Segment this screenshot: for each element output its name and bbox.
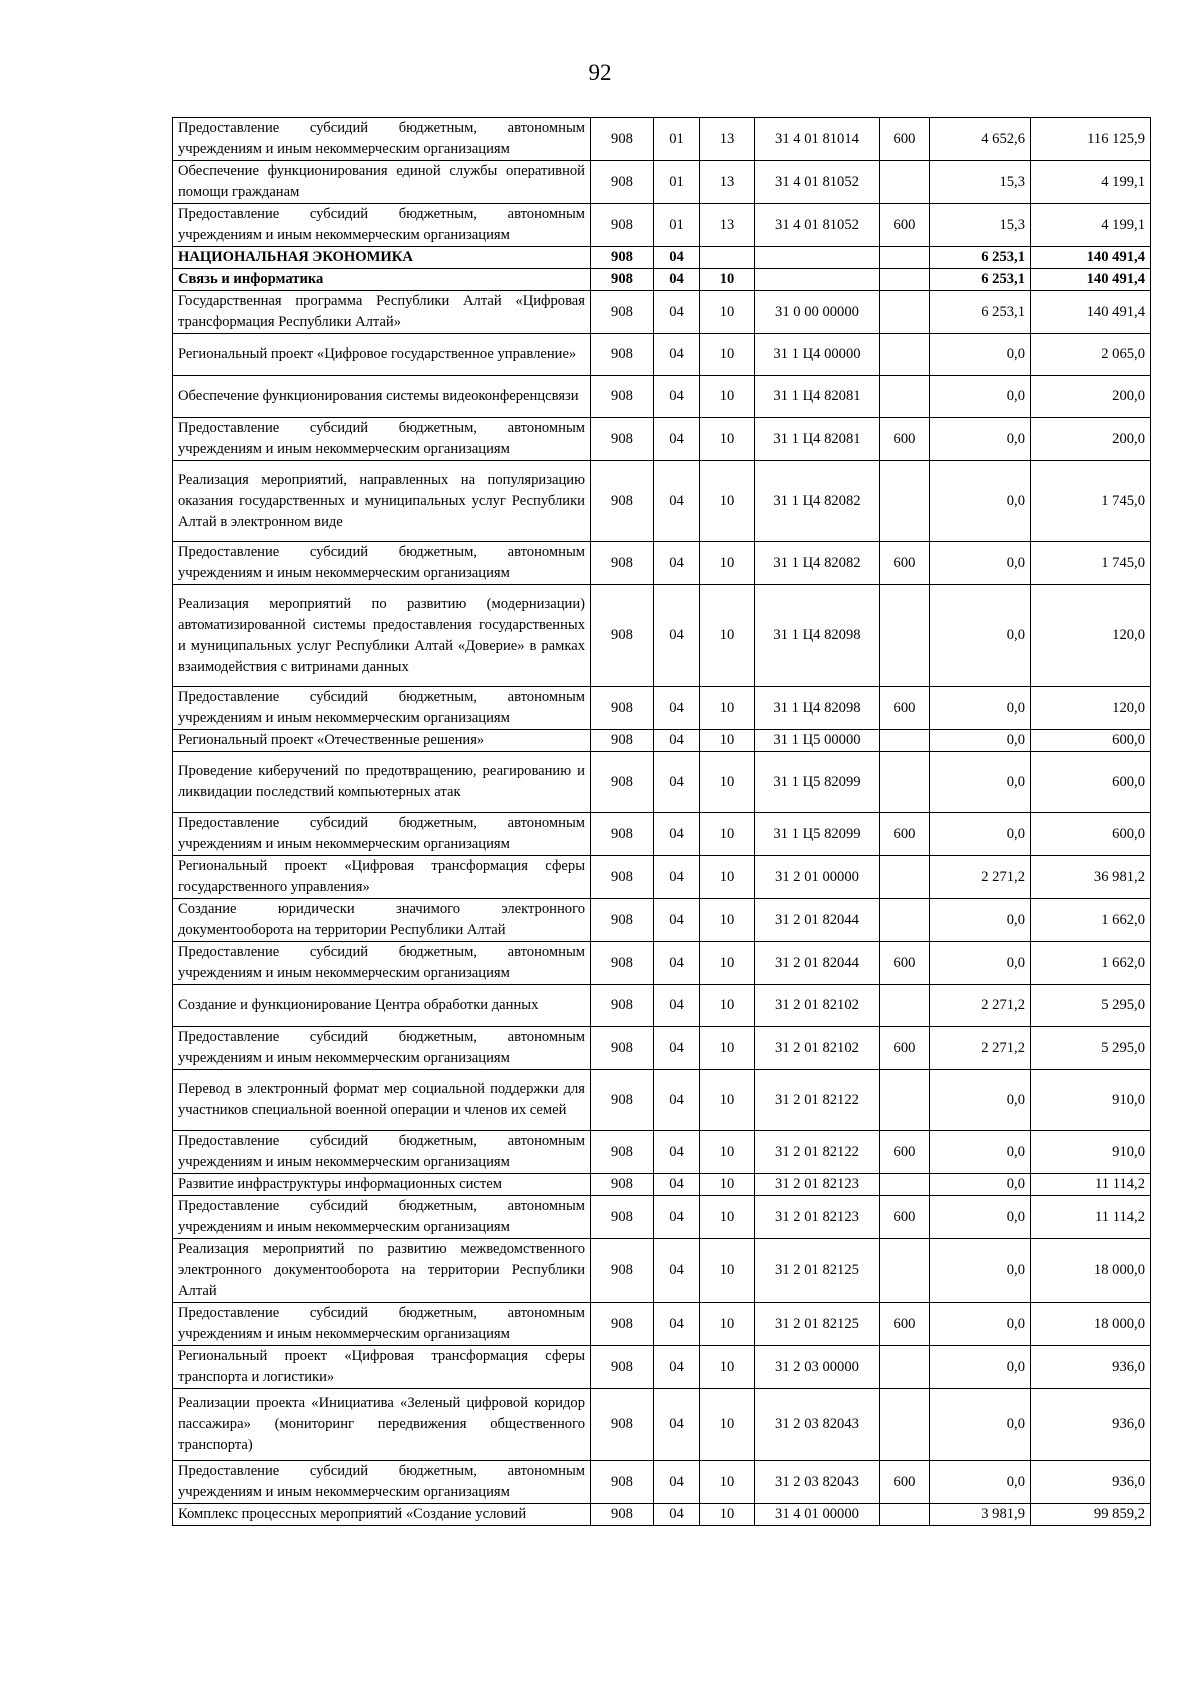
- subsection-code-cell: 10: [700, 1461, 755, 1504]
- subsection-code-cell: 10: [700, 687, 755, 730]
- gr-code-cell: 908: [591, 985, 654, 1027]
- row-name-cell: Предоставление субсидий бюджетным, автономным учреждениям и иным некоммерческим организациям: [173, 204, 591, 247]
- subsection-code-cell: 10: [700, 1131, 755, 1174]
- target-article-cell: 31 2 01 82102: [755, 1027, 880, 1070]
- gr-code-cell: 908: [591, 687, 654, 730]
- expense-type-cell: [880, 376, 930, 418]
- budget-table: [172, 117, 1151, 1526]
- target-article-cell: 31 2 01 82044: [755, 942, 880, 985]
- table-body: [173, 118, 1151, 1526]
- expense-type-cell: 600: [880, 1461, 930, 1504]
- table-row: [173, 1389, 1151, 1461]
- target-article-cell: 31 2 01 82122: [755, 1131, 880, 1174]
- expense-type-cell: [880, 985, 930, 1027]
- section-code-cell: 01: [654, 204, 700, 247]
- sum-2025-cell: 3 981,9: [930, 1504, 1031, 1526]
- sum-2026-cell: 600,0: [1031, 730, 1151, 752]
- row-name-cell: Предоставление субсидий бюджетным, автономным учреждениям и иным некоммерческим организациям: [173, 118, 591, 161]
- subsection-code-cell: 10: [700, 1070, 755, 1131]
- section-code-cell: 04: [654, 269, 700, 291]
- sum-2025-cell: 0,0: [930, 1070, 1031, 1131]
- subsection-code-cell: 10: [700, 899, 755, 942]
- expense-type-cell: 600: [880, 118, 930, 161]
- target-article-cell: 31 1 Ц4 82082: [755, 461, 880, 542]
- subsection-code-cell: 10: [700, 1303, 755, 1346]
- expense-type-cell: [880, 334, 930, 376]
- target-article-cell: 31 2 03 82043: [755, 1461, 880, 1504]
- target-article-cell: 31 4 01 00000: [755, 1504, 880, 1526]
- sum-2026-cell: 140 491,4: [1031, 269, 1151, 291]
- gr-code-cell: 908: [591, 376, 654, 418]
- sum-2026-cell: 11 114,2: [1031, 1174, 1151, 1196]
- sum-2026-cell: 936,0: [1031, 1461, 1151, 1504]
- expense-type-cell: [880, 161, 930, 204]
- sum-2026-cell: 936,0: [1031, 1389, 1151, 1461]
- section-code-cell: 04: [654, 1131, 700, 1174]
- gr-code-cell: 908: [591, 752, 654, 813]
- gr-code-cell: 908: [591, 730, 654, 752]
- subsection-code-cell: 10: [700, 291, 755, 334]
- row-name-cell: Предоставление субсидий бюджетным, автономным учреждениям и иным некоммерческим организациям: [173, 1461, 591, 1504]
- sum-2026-cell: 2 065,0: [1031, 334, 1151, 376]
- sum-2025-cell: 0,0: [930, 942, 1031, 985]
- gr-code-cell: 908: [591, 1027, 654, 1070]
- page-number: 92: [588, 60, 612, 85]
- gr-code-cell: 908: [591, 1303, 654, 1346]
- sum-2025-cell: 6 253,1: [930, 291, 1031, 334]
- target-article-cell: 31 1 Ц4 82098: [755, 585, 880, 687]
- row-name-cell: Обеспечение функционирования единой службы оперативной помощи гражданам: [173, 161, 591, 204]
- expense-type-cell: 600: [880, 1131, 930, 1174]
- table-row: [173, 1174, 1151, 1196]
- table-row: [173, 291, 1151, 334]
- gr-code-cell: 908: [591, 542, 654, 585]
- row-name-cell: Реализация мероприятий по развитию межведомственного электронного документооборота на территории Республики Алтай: [173, 1239, 591, 1303]
- sum-2025-cell: 0,0: [930, 813, 1031, 856]
- target-article-cell: 31 2 01 82125: [755, 1239, 880, 1303]
- table-row: [173, 1027, 1151, 1070]
- section-code-cell: 04: [654, 1070, 700, 1131]
- sum-2026-cell: 36 981,2: [1031, 856, 1151, 899]
- expense-type-cell: 600: [880, 942, 930, 985]
- row-name-cell: Региональный проект «Цифровое государственное управление»: [173, 334, 591, 376]
- gr-code-cell: 908: [591, 161, 654, 204]
- expense-type-cell: [880, 247, 930, 269]
- sum-2025-cell: 0,0: [930, 687, 1031, 730]
- expense-type-cell: [880, 1346, 930, 1389]
- sum-2025-cell: 15,3: [930, 204, 1031, 247]
- row-name-cell: Предоставление субсидий бюджетным, автономным учреждениям и иным некоммерческим организациям: [173, 418, 591, 461]
- expense-type-cell: [880, 1174, 930, 1196]
- table-row: [173, 542, 1151, 585]
- section-code-cell: 04: [654, 1027, 700, 1070]
- target-article-cell: 31 2 01 82044: [755, 899, 880, 942]
- gr-code-cell: 908: [591, 269, 654, 291]
- table-row: [173, 376, 1151, 418]
- sum-2026-cell: 4 199,1: [1031, 204, 1151, 247]
- gr-code-cell: 908: [591, 856, 654, 899]
- expense-type-cell: 600: [880, 1196, 930, 1239]
- sum-2026-cell: 18 000,0: [1031, 1303, 1151, 1346]
- expense-type-cell: [880, 269, 930, 291]
- sum-2025-cell: 0,0: [930, 1196, 1031, 1239]
- expense-type-cell: [880, 899, 930, 942]
- target-article-cell: 31 2 01 82123: [755, 1196, 880, 1239]
- sum-2025-cell: 0,0: [930, 334, 1031, 376]
- subsection-code-cell: 10: [700, 418, 755, 461]
- table-row: [173, 752, 1151, 813]
- target-article-cell: 31 2 01 82122: [755, 1070, 880, 1131]
- section-code-cell: 04: [654, 1389, 700, 1461]
- subsection-code-cell: 10: [700, 985, 755, 1027]
- section-code-cell: 04: [654, 1461, 700, 1504]
- section-code-cell: 04: [654, 1196, 700, 1239]
- target-article-cell: 31 0 00 00000: [755, 291, 880, 334]
- target-article-cell: 31 1 Ц4 00000: [755, 334, 880, 376]
- sum-2026-cell: 200,0: [1031, 418, 1151, 461]
- row-name-cell: Связь и информатика: [173, 269, 591, 291]
- table-row: [173, 942, 1151, 985]
- subsection-code-cell: 10: [700, 1346, 755, 1389]
- sum-2025-cell: 2 271,2: [930, 1027, 1031, 1070]
- section-code-cell: 04: [654, 1346, 700, 1389]
- target-article-cell: 31 1 Ц5 82099: [755, 813, 880, 856]
- row-name-cell: Реализации проекта «Инициатива «Зеленый цифровой коридор пассажира» (мониторинг передвижения общественного транспорта): [173, 1389, 591, 1461]
- table-row: [173, 204, 1151, 247]
- target-article-cell: 31 1 Ц5 82099: [755, 752, 880, 813]
- sum-2025-cell: 0,0: [930, 1389, 1031, 1461]
- table-row: [173, 899, 1151, 942]
- subsection-code-cell: 10: [700, 1027, 755, 1070]
- row-name-cell: Предоставление субсидий бюджетным, автономным учреждениям и иным некоммерческим организациям: [173, 1303, 591, 1346]
- target-article-cell: 31 2 01 82125: [755, 1303, 880, 1346]
- row-name-cell: Развитие инфраструктуры информационных систем: [173, 1174, 591, 1196]
- sum-2025-cell: 0,0: [930, 899, 1031, 942]
- table-row: [173, 1346, 1151, 1389]
- row-name-cell: Государственная программа Республики Алтай «Цифровая трансформация Республики Алтай»: [173, 291, 591, 334]
- sum-2026-cell: 910,0: [1031, 1070, 1151, 1131]
- table-row: [173, 1131, 1151, 1174]
- expense-type-cell: [880, 1239, 930, 1303]
- expense-type-cell: 600: [880, 687, 930, 730]
- target-article-cell: 31 2 01 82102: [755, 985, 880, 1027]
- table-row: [173, 856, 1151, 899]
- table-row: [173, 247, 1151, 269]
- row-name-cell: Предоставление субсидий бюджетным, автономным учреждениям и иным некоммерческим организациям: [173, 1196, 591, 1239]
- subsection-code-cell: 10: [700, 813, 755, 856]
- section-code-cell: 04: [654, 813, 700, 856]
- sum-2025-cell: 0,0: [930, 418, 1031, 461]
- section-code-cell: 04: [654, 942, 700, 985]
- sum-2025-cell: 6 253,1: [930, 247, 1031, 269]
- gr-code-cell: 908: [591, 418, 654, 461]
- gr-code-cell: 908: [591, 334, 654, 376]
- target-article-cell: 31 4 01 81052: [755, 204, 880, 247]
- row-name-cell: Предоставление субсидий бюджетным, автономным учреждениям и иным некоммерческим организациям: [173, 1027, 591, 1070]
- gr-code-cell: 908: [591, 118, 654, 161]
- gr-code-cell: 908: [591, 813, 654, 856]
- sum-2026-cell: 600,0: [1031, 813, 1151, 856]
- target-article-cell: 31 2 01 82123: [755, 1174, 880, 1196]
- gr-code-cell: 908: [591, 461, 654, 542]
- expense-type-cell: 600: [880, 418, 930, 461]
- sum-2026-cell: 1 662,0: [1031, 899, 1151, 942]
- sum-2026-cell: 140 491,4: [1031, 247, 1151, 269]
- sum-2025-cell: 0,0: [930, 1174, 1031, 1196]
- expense-type-cell: [880, 752, 930, 813]
- gr-code-cell: 908: [591, 1131, 654, 1174]
- subsection-code-cell: 10: [700, 752, 755, 813]
- sum-2026-cell: 120,0: [1031, 585, 1151, 687]
- row-name-cell: НАЦИОНАЛЬНАЯ ЭКОНОМИКА: [173, 247, 591, 269]
- table-row: [173, 1070, 1151, 1131]
- sum-2026-cell: 120,0: [1031, 687, 1151, 730]
- sum-2025-cell: 0,0: [930, 1346, 1031, 1389]
- gr-code-cell: 908: [591, 204, 654, 247]
- sum-2026-cell: 99 859,2: [1031, 1504, 1151, 1526]
- subsection-code-cell: 10: [700, 1239, 755, 1303]
- sum-2025-cell: 0,0: [930, 752, 1031, 813]
- subsection-code-cell: 10: [700, 1504, 755, 1526]
- expense-type-cell: [880, 291, 930, 334]
- target-article-cell: 31 2 01 00000: [755, 856, 880, 899]
- expense-type-cell: [880, 1389, 930, 1461]
- sum-2025-cell: 0,0: [930, 461, 1031, 542]
- sum-2026-cell: 1 745,0: [1031, 461, 1151, 542]
- sum-2025-cell: 0,0: [930, 585, 1031, 687]
- subsection-code-cell: 10: [700, 334, 755, 376]
- sum-2026-cell: 5 295,0: [1031, 1027, 1151, 1070]
- gr-code-cell: 908: [591, 1504, 654, 1526]
- table-row: [173, 269, 1151, 291]
- section-code-cell: 04: [654, 542, 700, 585]
- section-code-cell: 04: [654, 856, 700, 899]
- expense-type-cell: 600: [880, 1027, 930, 1070]
- sum-2026-cell: 11 114,2: [1031, 1196, 1151, 1239]
- target-article-cell: 31 1 Ц4 82082: [755, 542, 880, 585]
- gr-code-cell: 908: [591, 1389, 654, 1461]
- sum-2026-cell: 600,0: [1031, 752, 1151, 813]
- subsection-code-cell: 10: [700, 856, 755, 899]
- target-article-cell: 31 1 Ц4 82081: [755, 376, 880, 418]
- subsection-code-cell: 13: [700, 204, 755, 247]
- sum-2025-cell: 0,0: [930, 730, 1031, 752]
- gr-code-cell: 908: [591, 1070, 654, 1131]
- sum-2026-cell: 18 000,0: [1031, 1239, 1151, 1303]
- target-article-cell: 31 4 01 81052: [755, 161, 880, 204]
- section-code-cell: 04: [654, 687, 700, 730]
- target-article-cell: 31 1 Ц4 82098: [755, 687, 880, 730]
- gr-code-cell: 908: [591, 1346, 654, 1389]
- row-name-cell: Создание юридически значимого электронного документооборота на территории Республики Алтай: [173, 899, 591, 942]
- expense-type-cell: 600: [880, 542, 930, 585]
- row-name-cell: Реализация мероприятий, направленных на популяризацию оказания государственных и муниципальных услуг Республики Алтай в электронном виде: [173, 461, 591, 542]
- table-row: [173, 334, 1151, 376]
- gr-code-cell: 908: [591, 247, 654, 269]
- section-code-cell: 04: [654, 899, 700, 942]
- expense-type-cell: [880, 461, 930, 542]
- sum-2025-cell: 2 271,2: [930, 985, 1031, 1027]
- section-code-cell: 04: [654, 1174, 700, 1196]
- sum-2025-cell: 2 271,2: [930, 856, 1031, 899]
- subsection-code-cell: 10: [700, 1174, 755, 1196]
- table-row: [173, 1461, 1151, 1504]
- section-code-cell: 04: [654, 1504, 700, 1526]
- sum-2026-cell: 1 662,0: [1031, 942, 1151, 985]
- row-name-cell: Предоставление субсидий бюджетным, автономным учреждениям и иным некоммерческим организациям: [173, 813, 591, 856]
- row-name-cell: Предоставление субсидий бюджетным, автономным учреждениям и иным некоммерческим организациям: [173, 1131, 591, 1174]
- sum-2026-cell: 116 125,9: [1031, 118, 1151, 161]
- subsection-code-cell: 13: [700, 161, 755, 204]
- expense-type-cell: 600: [880, 204, 930, 247]
- subsection-code-cell: 10: [700, 542, 755, 585]
- table-row: [173, 687, 1151, 730]
- section-code-cell: 04: [654, 291, 700, 334]
- sum-2026-cell: 910,0: [1031, 1131, 1151, 1174]
- target-article-cell: 31 2 03 00000: [755, 1346, 880, 1389]
- section-code-cell: 04: [654, 418, 700, 461]
- sum-2025-cell: 0,0: [930, 542, 1031, 585]
- row-name-cell: Проведение киберучений по предотвращению, реагированию и ликвидации последствий компьютерных атак: [173, 752, 591, 813]
- section-code-cell: 01: [654, 118, 700, 161]
- table-row: [173, 985, 1151, 1027]
- sum-2025-cell: 0,0: [930, 376, 1031, 418]
- gr-code-cell: 908: [591, 899, 654, 942]
- row-name-cell: Предоставление субсидий бюджетным, автономным учреждениям и иным некоммерческим организациям: [173, 942, 591, 985]
- expense-type-cell: [880, 1504, 930, 1526]
- table-row: [173, 1196, 1151, 1239]
- sum-2026-cell: 4 199,1: [1031, 161, 1151, 204]
- row-name-cell: Региональный проект «Цифровая трансформация сферы транспорта и логистики»: [173, 1346, 591, 1389]
- table-row: [173, 813, 1151, 856]
- section-code-cell: 04: [654, 730, 700, 752]
- sum-2026-cell: 1 745,0: [1031, 542, 1151, 585]
- row-name-cell: Создание и функционирование Центра обработки данных: [173, 985, 591, 1027]
- target-article-cell: [755, 247, 880, 269]
- row-name-cell: Перевод в электронный формат мер социальной поддержки для участников специальной военной операции и членов их семей: [173, 1070, 591, 1131]
- table-row: [173, 161, 1151, 204]
- subsection-code-cell: [700, 247, 755, 269]
- subsection-code-cell: 10: [700, 1196, 755, 1239]
- subsection-code-cell: 10: [700, 376, 755, 418]
- expense-type-cell: [880, 856, 930, 899]
- table-row: [173, 585, 1151, 687]
- section-code-cell: 04: [654, 752, 700, 813]
- sum-2025-cell: 0,0: [930, 1131, 1031, 1174]
- expense-type-cell: [880, 1070, 930, 1131]
- target-article-cell: [755, 269, 880, 291]
- sum-2026-cell: 936,0: [1031, 1346, 1151, 1389]
- expense-type-cell: [880, 730, 930, 752]
- row-name-cell: Комплекс процессных мероприятий «Создание условий: [173, 1504, 591, 1526]
- section-code-cell: 04: [654, 334, 700, 376]
- subsection-code-cell: 13: [700, 118, 755, 161]
- table-row: [173, 418, 1151, 461]
- subsection-code-cell: 10: [700, 942, 755, 985]
- sum-2025-cell: 6 253,1: [930, 269, 1031, 291]
- section-code-cell: 04: [654, 1303, 700, 1346]
- table-row: [173, 118, 1151, 161]
- row-name-cell: Региональный проект «Отечественные решения»: [173, 730, 591, 752]
- table-row: [173, 1303, 1151, 1346]
- table-row: [173, 730, 1151, 752]
- gr-code-cell: 908: [591, 1461, 654, 1504]
- subsection-code-cell: 10: [700, 269, 755, 291]
- subsection-code-cell: 10: [700, 730, 755, 752]
- section-code-cell: 01: [654, 161, 700, 204]
- section-code-cell: 04: [654, 376, 700, 418]
- subsection-code-cell: 10: [700, 461, 755, 542]
- gr-code-cell: 908: [591, 1174, 654, 1196]
- target-article-cell: 31 2 03 82043: [755, 1389, 880, 1461]
- table-row: [173, 1239, 1151, 1303]
- row-name-cell: Предоставление субсидий бюджетным, автономным учреждениям и иным некоммерческим организациям: [173, 542, 591, 585]
- subsection-code-cell: 10: [700, 1389, 755, 1461]
- row-name-cell: Предоставление субсидий бюджетным, автономным учреждениям и иным некоммерческим организациям: [173, 687, 591, 730]
- section-code-cell: 04: [654, 247, 700, 269]
- sum-2026-cell: 200,0: [1031, 376, 1151, 418]
- expense-type-cell: 600: [880, 813, 930, 856]
- section-code-cell: 04: [654, 1239, 700, 1303]
- row-name-cell: Региональный проект «Цифровая трансформация сферы государственного управления»: [173, 856, 591, 899]
- section-code-cell: 04: [654, 985, 700, 1027]
- row-name-cell: Обеспечение функционирования системы видеоконференцсвязи: [173, 376, 591, 418]
- sum-2026-cell: 140 491,4: [1031, 291, 1151, 334]
- sum-2025-cell: 0,0: [930, 1461, 1031, 1504]
- gr-code-cell: 908: [591, 1196, 654, 1239]
- row-name-cell: Реализация мероприятий по развитию (модернизации) автоматизированной системы предоставления государственных и муниципальных услуг Республики Алтай «Доверие» в рамках взаимодействия с витринами данных: [173, 585, 591, 687]
- sum-2026-cell: 5 295,0: [1031, 985, 1151, 1027]
- table-row: [173, 1504, 1151, 1526]
- section-code-cell: 04: [654, 461, 700, 542]
- sum-2025-cell: 0,0: [930, 1303, 1031, 1346]
- sum-2025-cell: 15,3: [930, 161, 1031, 204]
- target-article-cell: 31 1 Ц5 00000: [755, 730, 880, 752]
- target-article-cell: 31 1 Ц4 82081: [755, 418, 880, 461]
- sum-2025-cell: 0,0: [930, 1239, 1031, 1303]
- table-row: [173, 461, 1151, 542]
- gr-code-cell: 908: [591, 1239, 654, 1303]
- gr-code-cell: 908: [591, 291, 654, 334]
- gr-code-cell: 908: [591, 942, 654, 985]
- section-code-cell: 04: [654, 585, 700, 687]
- expense-type-cell: [880, 585, 930, 687]
- sum-2025-cell: 4 652,6: [930, 118, 1031, 161]
- gr-code-cell: 908: [591, 585, 654, 687]
- expense-type-cell: 600: [880, 1303, 930, 1346]
- target-article-cell: 31 4 01 81014: [755, 118, 880, 161]
- subsection-code-cell: 10: [700, 585, 755, 687]
